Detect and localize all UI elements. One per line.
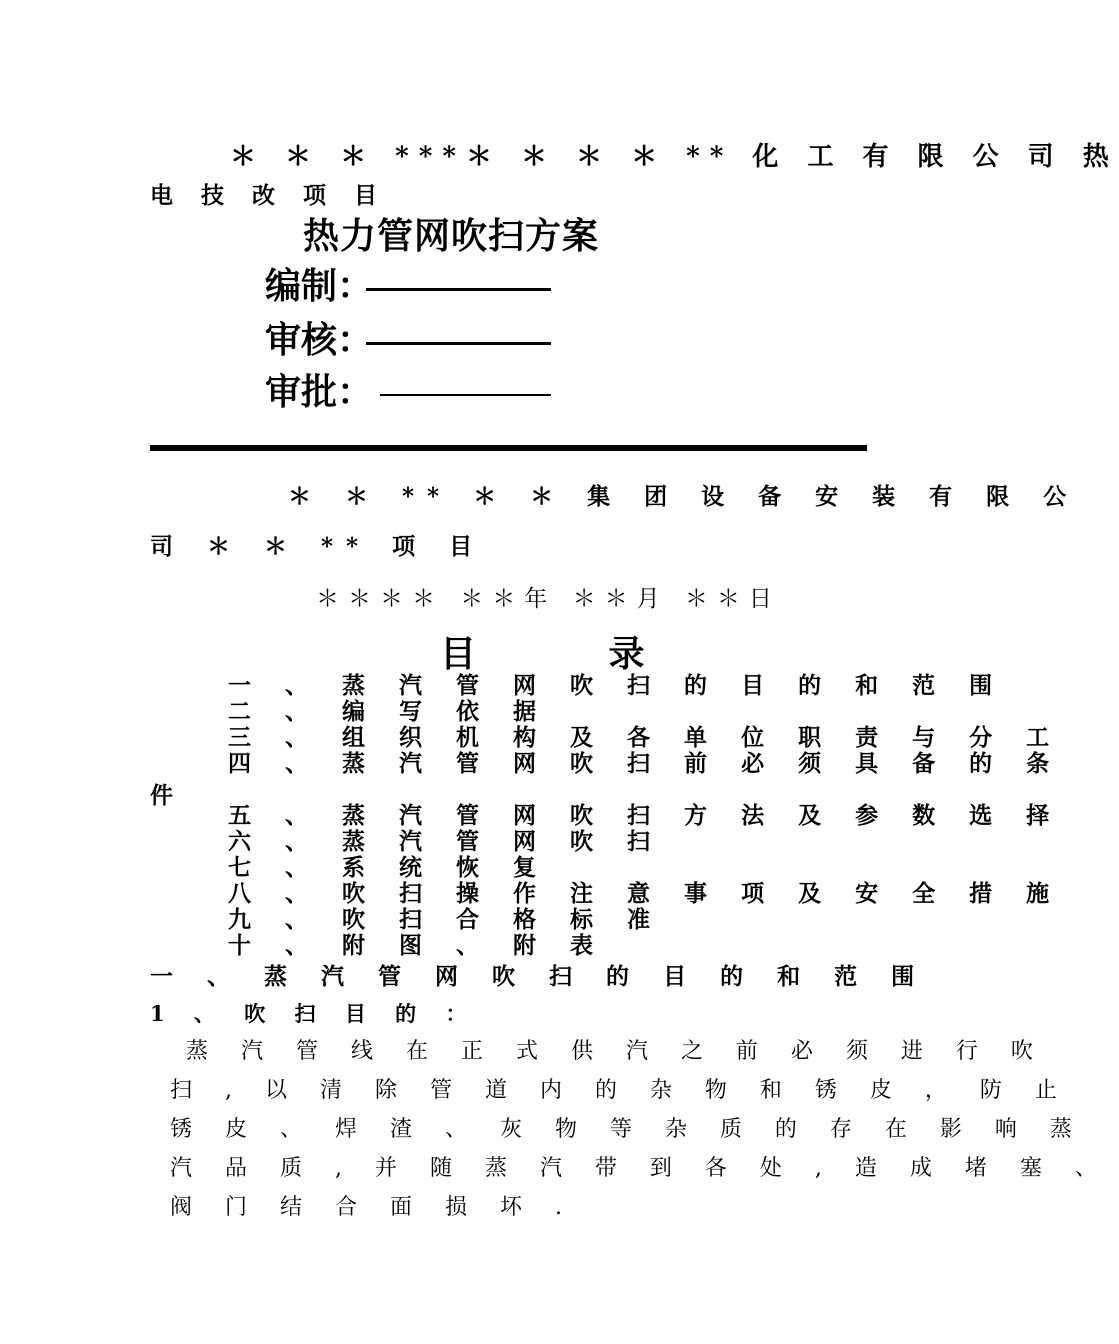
toc-item-5: 五 、 蒸 汽 管 网 吹 扫 方 法 及 参 数 选 择 <box>228 802 1063 829</box>
toc-item-1: 一 、 蒸 汽 管 网 吹 扫 的 目 的 和 范 围 <box>228 672 1006 699</box>
horizontal-rule <box>150 445 867 451</box>
section-1-heading: 一 、 蒸 汽 管 网 吹 扫 的 目 的 和 范 围 <box>150 963 928 990</box>
toc-item-10: 十 、 附 图 、 附 表 <box>228 932 607 959</box>
document-title: 热力管网吹扫方案 <box>303 215 600 257</box>
paragraph-line-2: 扫 , 以 清 除 管 道 内 的 杂 物 和 锈 皮 ， 防 止 <box>170 1078 1070 1103</box>
paragraph-line-1: 蒸 汽 管 线 在 正 式 供 汽 之 前 必 须 进 行 吹 <box>186 1039 1046 1064</box>
toc-item-7: 七 、 系 统 恢 复 <box>228 854 550 881</box>
sign-review-line <box>366 342 551 345</box>
sign-approve-line <box>380 394 551 396</box>
company-line-2: 司 ＊ ＊ ** 项 目 <box>150 533 486 560</box>
sign-compile-line <box>366 288 551 291</box>
paragraph-line-4: 汽 品 质 , 并 随 蒸 汽 带 到 各 处 , 造 成 堵 塞 、 <box>170 1156 1110 1181</box>
subsection-1-heading: 1 、 吹 扫 目 的 ： <box>150 1001 478 1026</box>
cover-line-1: ＊ ＊ ＊ ***＊ ＊ ＊ ＊ ** 化 工 有 限 公 司 热 <box>230 142 1119 172</box>
toc-item-3: 三 、 组 织 机 构 及 各 单 位 职 责 与 分 工 <box>228 724 1063 751</box>
paragraph-line-3: 锈 皮 、 焊 渣 、 灰 物 等 杂 质 的 存 在 影 响 蒸 <box>170 1117 1085 1142</box>
sign-review-label: 审核： <box>265 319 374 361</box>
toc-item-4-cont: 件 <box>150 782 173 809</box>
document-date: ＊＊＊＊ ＊＊年 ＊＊月 ＊＊日 <box>316 586 781 612</box>
toc-item-9: 九 、 吹 扫 合 格 标 准 <box>228 906 664 933</box>
toc-title: 目 录 <box>440 633 705 675</box>
toc-item-8: 八 、 吹 扫 操 作 注 意 事 项 及 安 全 措 施 <box>228 880 1063 907</box>
sign-approve-label: 审批： <box>265 371 374 413</box>
toc-item-6: 六 、 蒸 汽 管 网 吹 扫 <box>228 828 664 855</box>
sign-compile-label: 编制： <box>265 265 374 307</box>
company-line-1: ＊ ＊ ** ＊ ＊ 集 团 设 备 安 装 有 限 公 <box>288 483 1080 510</box>
paragraph-line-5: 阀 门 结 合 面 损 坏 . <box>170 1195 575 1220</box>
toc-item-2: 二 、 编 写 依 据 <box>228 698 550 725</box>
toc-item-4: 四 、 蒸 汽 管 网 吹 扫 前 必 须 具 备 的 条 <box>228 750 1063 777</box>
cover-line-2: 电 技 改 项 目 <box>150 182 388 209</box>
